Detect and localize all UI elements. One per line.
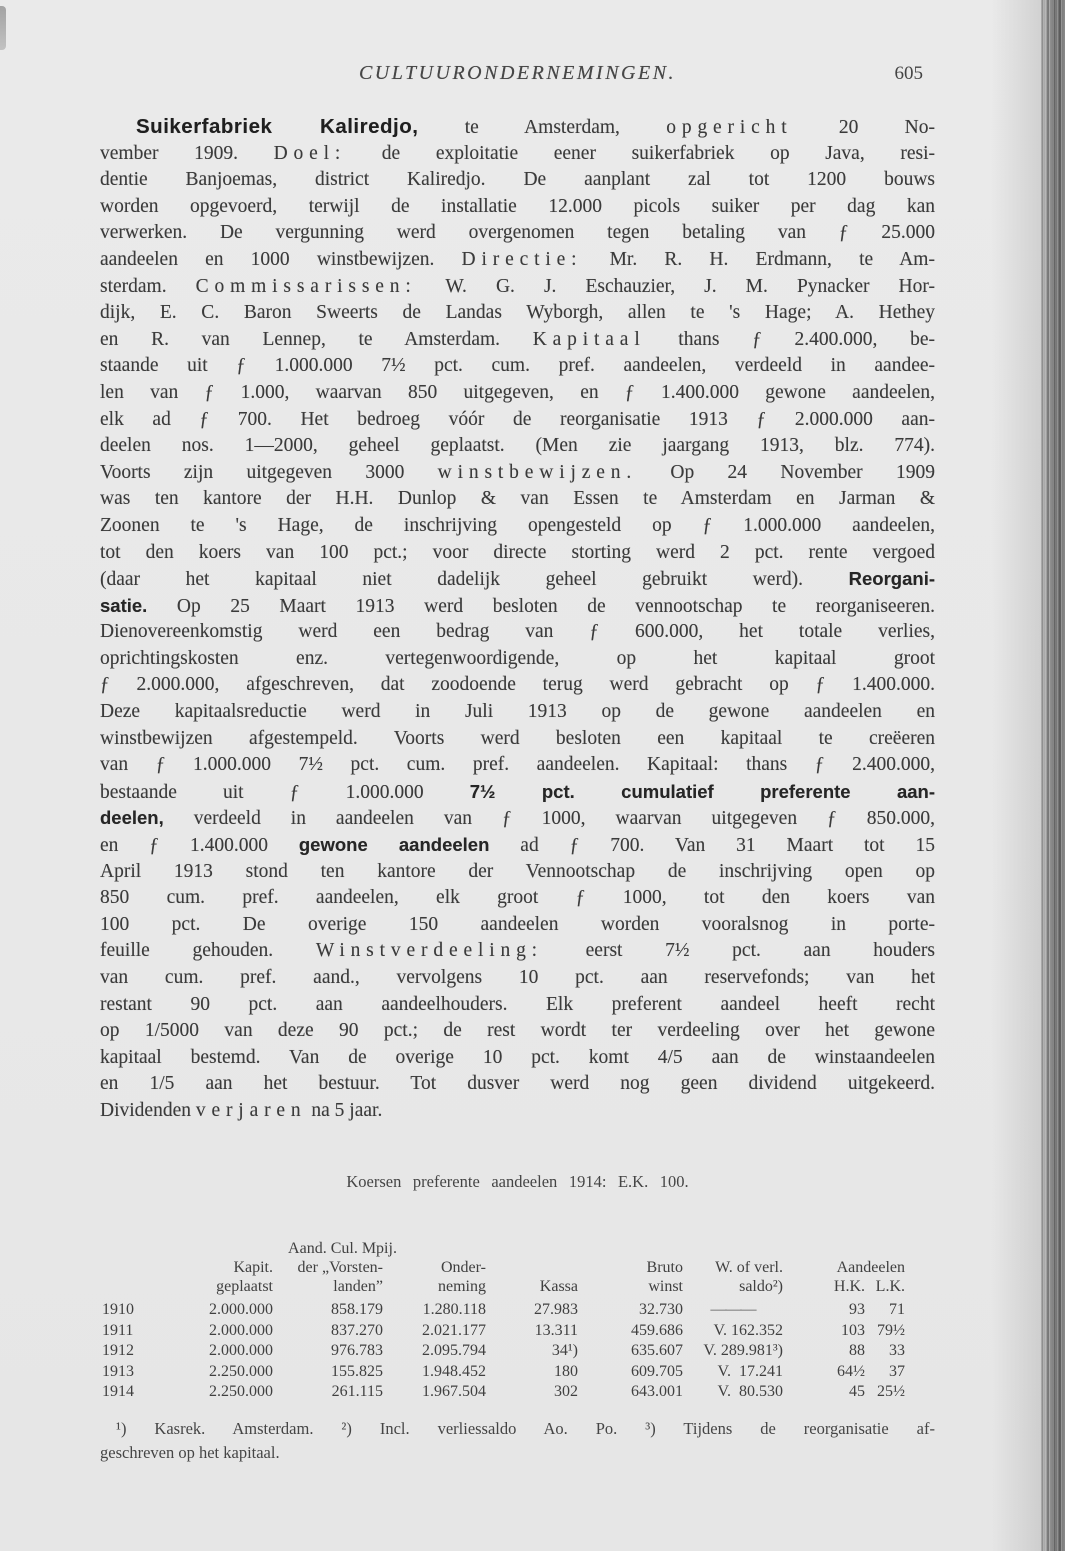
page-number: 605 xyxy=(894,63,923,84)
text-segment: 850 cum. pref. aandeelen, elk groot ƒ 1000, tot den koers van xyxy=(100,887,935,909)
body-line xyxy=(100,327,935,354)
text-segment: Dienovereenkomstig werd een bedrag van ƒ 600.000, het totale verlies, xyxy=(100,621,935,643)
page-edge-shading xyxy=(991,0,1041,1551)
text-segment: van ƒ 1.000.000 7½ pct. cum. pref. aandeelen. Kapitaal: thans ƒ 2.400.000, xyxy=(100,754,935,776)
table-cell: 37 xyxy=(889,1362,905,1380)
table-cell: 643.001 xyxy=(631,1383,683,1400)
text-segment: op 1/5000 van deze 90 pct.; de rest wordt ter verdeeling over het gewone xyxy=(100,1020,935,1042)
table-header-kapit: Kapit. xyxy=(233,1259,273,1276)
body-line xyxy=(100,646,935,673)
table-cell: 1913 xyxy=(102,1362,134,1380)
table-cell: 1912 xyxy=(102,1342,134,1359)
body-line xyxy=(100,433,935,460)
body-line xyxy=(100,1045,935,1072)
text-segment: dijk, E. C. Baron Sweerts de Landas Wyborgh, allen te 's Hage; A. Hethey xyxy=(100,302,935,324)
table-cell: 1.280.118 xyxy=(422,1301,486,1318)
table-header-spacer xyxy=(100,1258,145,1277)
body-line xyxy=(100,540,935,567)
body-line xyxy=(100,672,935,699)
table-header-group-row xyxy=(100,1239,905,1258)
text-segment: winstbewijzen. xyxy=(437,461,638,483)
text-segment: restant 90 pct. aan aandeelhouders. Elk preferent aandeel heeft recht xyxy=(100,993,935,1015)
body-line xyxy=(100,938,935,965)
text-segment: aandeelen en 1000 winstbewijzen. xyxy=(100,248,462,270)
table-cell: 261.115 xyxy=(331,1383,383,1400)
running-title: CULTUURONDERNEMINGEN. xyxy=(358,62,677,84)
text-segment: Commissarissen: xyxy=(195,275,417,297)
table-header-vorstenlanden: der „Vorsten- xyxy=(297,1259,383,1276)
body-line xyxy=(100,300,935,327)
table-header-spacer xyxy=(486,1258,578,1277)
body-line xyxy=(100,167,935,194)
table-header-hk: H.K. xyxy=(833,1278,865,1295)
table-cell: V. 17.241 xyxy=(717,1362,783,1380)
body-line xyxy=(100,805,935,832)
body-line xyxy=(100,486,935,513)
table-header-row-2 xyxy=(100,1277,905,1296)
table-header-saldo2: saldo²) xyxy=(739,1278,783,1295)
table-cell: V. 162.352 xyxy=(713,1321,783,1339)
body-line xyxy=(100,274,935,301)
body-line xyxy=(100,699,935,726)
table-row xyxy=(100,1300,905,1321)
text-segment: vember 1909. xyxy=(100,142,274,164)
body-line xyxy=(100,380,935,407)
table-cell: 180 xyxy=(554,1362,578,1380)
text-segment: Op 25 Maart 1913 werd besloten de vennootschap te reorganiseeren. xyxy=(147,595,935,617)
text-segment: Kapitaal xyxy=(532,328,646,350)
table-cell: 2.250.000 xyxy=(209,1383,273,1400)
body-line xyxy=(100,779,935,806)
footnotes xyxy=(100,1417,935,1465)
text-segment: Suikerfabriek Kaliredjo, xyxy=(136,115,419,138)
table-cell: 858.179 xyxy=(331,1301,383,1318)
table-cell: 33 xyxy=(889,1342,905,1359)
text-segment: winstbewijzen afgestempeld. Voorts werd besloten een kapitaal te creëeren xyxy=(100,727,935,749)
text-segment: Voorts zijn uitgegeven 3000 xyxy=(100,461,438,483)
table-cell: 2.000.000 xyxy=(209,1301,273,1318)
table-header-row-1 xyxy=(100,1258,905,1277)
text-segment: en R. van Lennep, te Amsterdam. xyxy=(100,328,533,350)
table-cell: V. 80.530 xyxy=(717,1383,783,1400)
body-line xyxy=(100,114,935,141)
text-segment: na 5 jaar. xyxy=(306,1099,383,1121)
text-segment: 100 pct. De overige 150 aandeelen worden vooralsnog in porte- xyxy=(100,913,935,935)
text-segment: len van ƒ 1.000, waarvan 850 uitgegeven, en ƒ 1.400.000 gewone aandeelen, xyxy=(100,381,935,403)
footnote-line-2: geschreven op het kapitaal. xyxy=(100,1443,280,1462)
text-segment: feuille gehouden. xyxy=(100,940,316,962)
table-header-aandeelen: Aandeelen xyxy=(836,1259,905,1276)
body-line xyxy=(100,194,935,221)
text-segment: ƒ 2.000.000, afgeschreven, dat zoodoende terug werd gebracht op ƒ 1.400.000. xyxy=(100,674,935,696)
text-segment: opgericht xyxy=(666,117,793,138)
table-cell: 45 xyxy=(849,1383,865,1400)
table-cell: 2.095.794 xyxy=(422,1342,486,1359)
table-cell: 459.686 xyxy=(631,1321,683,1339)
table-cell: 302 xyxy=(554,1383,578,1400)
body-line xyxy=(100,1071,935,1098)
table-header-saldo: W. of verl. xyxy=(715,1259,783,1276)
body-line xyxy=(100,141,935,168)
table-row xyxy=(100,1341,905,1362)
text-segment: Op 24 November 1909 xyxy=(637,461,935,483)
body-line xyxy=(100,353,935,380)
body-line xyxy=(100,407,935,434)
text-segment: en 1/5 aan het bestuur. Tot dusver werd nog geen dividend uitgekeerd. xyxy=(100,1073,935,1095)
table-cell: 2.021.177 xyxy=(422,1321,486,1339)
text-segment: satie. xyxy=(100,594,148,616)
body-line xyxy=(100,247,935,274)
body-line xyxy=(100,885,935,912)
text-segment: 7½ pct. cumulatief preferente aan- xyxy=(469,780,935,802)
table-header-kassa: Kassa xyxy=(539,1278,578,1295)
text-segment: Dividenden xyxy=(100,1099,196,1121)
table-cell: 34¹) xyxy=(551,1342,578,1359)
table-cell: 2.250.000 xyxy=(209,1362,273,1380)
text-segment: April 1913 stond ten kantore der Vennootschap de inschrijving open op xyxy=(100,860,935,882)
text-segment: oprichtingskosten enz. vertegenwoordigende, op het kapitaal groot xyxy=(100,647,935,669)
text-segment: (daar het kapitaal niet dadelijk geheel gebruikt werd). xyxy=(100,569,849,591)
table-cell: 25½ xyxy=(877,1383,905,1400)
text-segment: Doel: xyxy=(273,142,347,164)
table-cell: 1910 xyxy=(102,1301,134,1318)
table-cell: 1914 xyxy=(102,1383,134,1400)
text-segment: eerst 7½ pct. aan houders xyxy=(542,940,935,962)
text-segment: elk ad ƒ 700. Het bedroeg vóór de reorganisatie 1913 ƒ 2.000.000 aan- xyxy=(100,408,935,430)
running-head xyxy=(100,62,935,90)
body-line xyxy=(100,619,935,646)
text-segment: Reorgani- xyxy=(848,568,935,590)
body-line xyxy=(100,992,935,1019)
table-header-bruto: Bruto xyxy=(646,1259,683,1276)
table-cell: 1.948.452 xyxy=(422,1362,486,1380)
text-segment: Mr. R. H. Erdmann, te Am- xyxy=(582,248,935,270)
text-segment: van cum. pref. aand., vervolgens 10 pct. aan reservefonds; van het xyxy=(100,967,935,988)
text-segment: gewone aandeelen xyxy=(298,834,490,856)
text-segment: verjaren xyxy=(195,1099,307,1121)
text-segment: tot den koers van 100 pct.; voor directe storting werd 2 pct. rente vergoed xyxy=(100,541,935,563)
body-line xyxy=(100,593,935,620)
text-segment: W. G. J. Eschauzier, J. M. Pynacker Hor- xyxy=(416,275,935,297)
table-header-winst: winst xyxy=(648,1278,683,1295)
table-cell: 64½ xyxy=(837,1362,865,1380)
text-segment: en ƒ 1.400.000 xyxy=(100,835,299,857)
table-rows xyxy=(100,1300,905,1403)
text-segment: deelen, xyxy=(100,807,164,829)
text-segment: ad ƒ 700. Van 31 Maart tot 15 xyxy=(489,835,935,857)
text-segment: staande uit ƒ 1.000.000 7½ pct. cum. pref. aandeelen, verdeeld in aandee- xyxy=(100,355,935,377)
body-text xyxy=(100,114,935,1125)
body-line xyxy=(100,832,935,859)
body-line xyxy=(100,859,935,886)
table-cell: 837.270 xyxy=(331,1321,383,1339)
table-cell: 976.783 xyxy=(331,1342,383,1359)
text-segment: thans ƒ 2.400.000, be- xyxy=(645,328,935,350)
body-line xyxy=(100,566,935,593)
table-cell: 13.311 xyxy=(534,1321,578,1339)
table-cell: 32.730 xyxy=(639,1301,683,1318)
scan-corner-smudge xyxy=(0,6,6,50)
body-line xyxy=(100,220,935,247)
table-cell: 93 xyxy=(849,1301,865,1318)
text-segment: de exploitatie eener suikerfabriek op Java, resi- xyxy=(346,142,935,164)
table-cell: 155.825 xyxy=(331,1362,383,1380)
body-line xyxy=(100,1098,935,1125)
body-line xyxy=(100,726,935,753)
text-segment: dentie Banjoemas, district Kaliredjo. De aanplant zal tot 1200 bouws xyxy=(100,169,935,191)
table-header-spacer xyxy=(100,1277,145,1296)
table-cell: 27.983 xyxy=(534,1301,578,1318)
text-segment: bestaande uit ƒ 1.000.000 xyxy=(100,781,470,803)
table-row xyxy=(100,1382,905,1403)
footnote-line-1: ¹) Kasrek. Amsterdam. ²) Incl. verliessaldo Ao. Po. ³) Tijdens de reorganisatie af- xyxy=(116,1419,935,1438)
table-cell: 71 xyxy=(889,1301,905,1318)
table-row xyxy=(100,1362,905,1383)
body-line xyxy=(100,912,935,939)
text-segment: kapitaal bestemd. Van de overige 10 pct. komt 4/5 aan de winstaandeelen xyxy=(100,1046,935,1068)
table-cell: 2.000.000 xyxy=(209,1321,273,1339)
text-segment: was ten kantore der H.H. Dunlop & van Essen te Amsterdam en Jarman & xyxy=(100,488,935,510)
table-cell: 103 xyxy=(841,1321,865,1339)
body-line xyxy=(100,513,935,540)
table-cell: 609.705 xyxy=(631,1362,683,1380)
table-cell: 79½ xyxy=(877,1321,905,1339)
text-segment: Directie: xyxy=(461,248,583,270)
table-cell: 1911 xyxy=(102,1321,134,1339)
table-caption: Koersen preferente aandeelen 1914: E.K. 100. xyxy=(346,1172,689,1191)
table-header-geplaatst: geplaatst xyxy=(216,1278,273,1295)
table-cell: 1.967.504 xyxy=(422,1383,486,1400)
financial-table xyxy=(100,1239,905,1403)
table-cell: 2.000.000 xyxy=(209,1342,273,1359)
page-binding-edge xyxy=(1041,0,1065,1551)
table-row xyxy=(100,1321,905,1342)
text-segment: sterdam. xyxy=(100,275,196,297)
table-header-neming: neming xyxy=(438,1278,486,1295)
text-segment: verdeeld in aandeelen van ƒ 1000, waarvan uitgegeven ƒ 850.000, xyxy=(163,808,935,830)
text-segment: Zoonen te 's Hage, de inschrijving opengesteld op ƒ 1.000.000 aandeelen, xyxy=(100,514,935,536)
text-segment: verwerken. De vergunning werd overgenomen tegen betaling van ƒ 25.000 xyxy=(100,222,935,244)
table-header-onderneming: Onder- xyxy=(441,1259,486,1276)
text-segment: deelen nos. 1—2000, geheel geplaatst. (Men zie jaargang 1913, blz. 774). xyxy=(100,435,935,457)
table-header-landen: landen” xyxy=(333,1278,383,1295)
text-segment: Deze kapitaalsreductie werd in Juli 1913 op de gewone aandeelen en xyxy=(100,701,935,723)
body-line xyxy=(100,1018,935,1045)
table-cell: V. 289.981³) xyxy=(703,1342,783,1359)
text-segment: Winstverdeeling: xyxy=(315,940,543,962)
body-line xyxy=(100,965,935,992)
table-cell: ——— xyxy=(710,1301,756,1318)
table-header-lk: L.K. xyxy=(875,1278,905,1295)
text-segment: 20 No- xyxy=(792,117,935,138)
text-segment: worden opgevoerd, terwijl de installatie 12.000 picols suiker per dag kan xyxy=(100,195,935,217)
table-header-aand-cul-mpij: Aand. Cul. Mpij. xyxy=(288,1240,397,1257)
table-cell: 88 xyxy=(849,1342,865,1359)
body-line xyxy=(100,752,935,779)
body-line xyxy=(100,460,935,487)
table-cell: 635.607 xyxy=(631,1342,683,1359)
text-segment: te Amsterdam, xyxy=(418,117,667,138)
